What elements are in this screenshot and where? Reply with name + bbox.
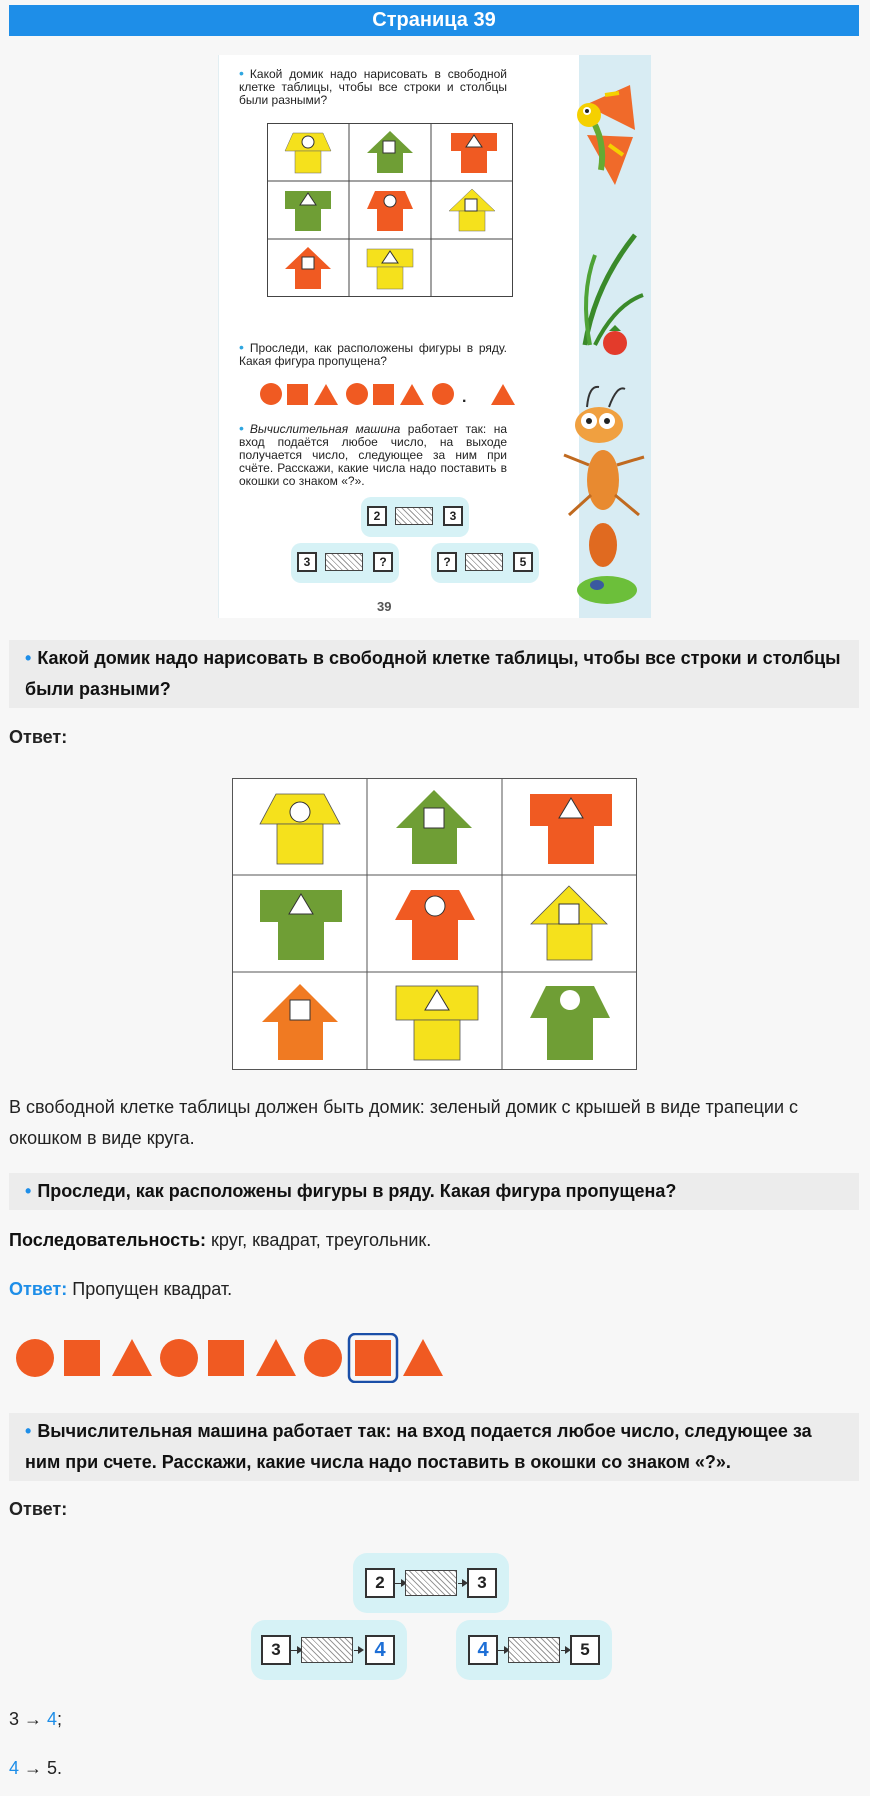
task1-answer-label: Ответ: bbox=[9, 727, 68, 747]
task1-question: • Какой домик надо нарисовать в свободной клетке таблицы, чтобы все строки и столбцы были разными? bbox=[9, 640, 859, 708]
circle-shape bbox=[160, 1339, 198, 1377]
task3-line-2: 4 → 5. bbox=[9, 1758, 63, 1778]
answer-houses-table bbox=[232, 778, 637, 1070]
square-shape bbox=[208, 1340, 244, 1376]
arrow-icon bbox=[291, 1650, 301, 1651]
answer-machine-2 bbox=[251, 1620, 407, 1680]
machine-input-answer: 4 bbox=[468, 1635, 498, 1665]
arrow-icon bbox=[498, 1650, 508, 1651]
task2-sequence: Последовательность: круг, квадрат, треугольник. bbox=[9, 1230, 432, 1250]
scan-question-3: • Вычислительная машина работает так: на вход подаётся любое число, на выходе получается число, следующее за ним при счёте. Расскажи, какие числа надо поставить в окошки со знаком «?». bbox=[239, 420, 507, 488]
scan-machine-body bbox=[325, 553, 363, 571]
scan-machine-1 bbox=[361, 497, 469, 537]
triangle-shape bbox=[112, 1339, 152, 1376]
arrow-icon bbox=[395, 1583, 405, 1584]
task3-line-1: 3 → 4; bbox=[9, 1709, 63, 1729]
machine-input: 3 bbox=[261, 1635, 291, 1665]
scan-machine-body bbox=[395, 507, 433, 525]
task3-question: • Вычислительная машина работает так: на вход подается любое число, следующее за ним при счете. Расскажи, какие числа надо поставить в окошки со знаком «?». bbox=[9, 1413, 859, 1481]
machine-input: 2 bbox=[365, 1568, 395, 1598]
machine-output: 5 bbox=[570, 1635, 600, 1665]
machine-body bbox=[301, 1637, 353, 1663]
arrow-icon bbox=[354, 1650, 362, 1651]
machine-body bbox=[508, 1637, 560, 1663]
scan-page-number: 39 bbox=[377, 599, 392, 614]
scan-machine-output: 5 bbox=[513, 552, 533, 572]
scan-question-2: • Проследи, как расположены фигуры в ряду. Какая фигура пропущена? bbox=[239, 339, 507, 368]
square-shape-missing bbox=[355, 1340, 391, 1376]
arrow-icon bbox=[458, 1583, 466, 1584]
ant-illustration bbox=[559, 385, 649, 610]
task2-answer: Ответ: Пропущен квадрат. bbox=[9, 1279, 233, 1299]
triangle-shape bbox=[256, 1339, 296, 1376]
scan-shape-sequence bbox=[259, 379, 519, 409]
scan-machine-input: 2 bbox=[367, 506, 387, 526]
scan-houses-table bbox=[267, 123, 513, 297]
scan-machine-input: ? bbox=[437, 552, 457, 572]
circle-shape bbox=[16, 1339, 54, 1377]
task1-explanation: В свободной клетке таблицы должен быть домик: зеленый домик с крышей в виде трапеции с окошком в виде круга. bbox=[9, 1097, 799, 1148]
scan-machine-input: 3 bbox=[297, 552, 317, 572]
scan-machine-output: 3 bbox=[443, 506, 463, 526]
answer-machine-3 bbox=[456, 1620, 612, 1680]
textbook-page-scan bbox=[218, 55, 651, 618]
scan-machine-3 bbox=[431, 543, 539, 583]
scan-machine-output: ? bbox=[373, 552, 393, 572]
task2-question: • Проследи, как расположены фигуры в ряду. Какая фигура пропущена? bbox=[9, 1173, 859, 1210]
arrow-icon bbox=[561, 1650, 569, 1651]
page-title: Страница 39 bbox=[9, 5, 859, 36]
task3-answer-label: Ответ: bbox=[9, 1499, 68, 1519]
triangle-shape bbox=[403, 1339, 443, 1376]
answer-machine-1 bbox=[353, 1553, 509, 1613]
scan-gap-dot: . bbox=[462, 389, 467, 406]
answer-shape-sequence bbox=[14, 1333, 454, 1383]
circle-shape bbox=[304, 1339, 342, 1377]
scan-machine-2 bbox=[291, 543, 399, 583]
machine-output: 3 bbox=[467, 1568, 497, 1598]
machine-output-answer: 4 bbox=[365, 1635, 395, 1665]
leaves-illustration bbox=[575, 225, 645, 355]
square-shape bbox=[64, 1340, 100, 1376]
scan-machine-body bbox=[465, 553, 503, 571]
scan-question-1: • Какой домик надо нарисовать в свободной клетке таблицы, чтобы все строки и столбцы были разными? bbox=[239, 65, 507, 107]
machine-body bbox=[405, 1570, 457, 1596]
butterfly-illustration bbox=[575, 75, 645, 195]
